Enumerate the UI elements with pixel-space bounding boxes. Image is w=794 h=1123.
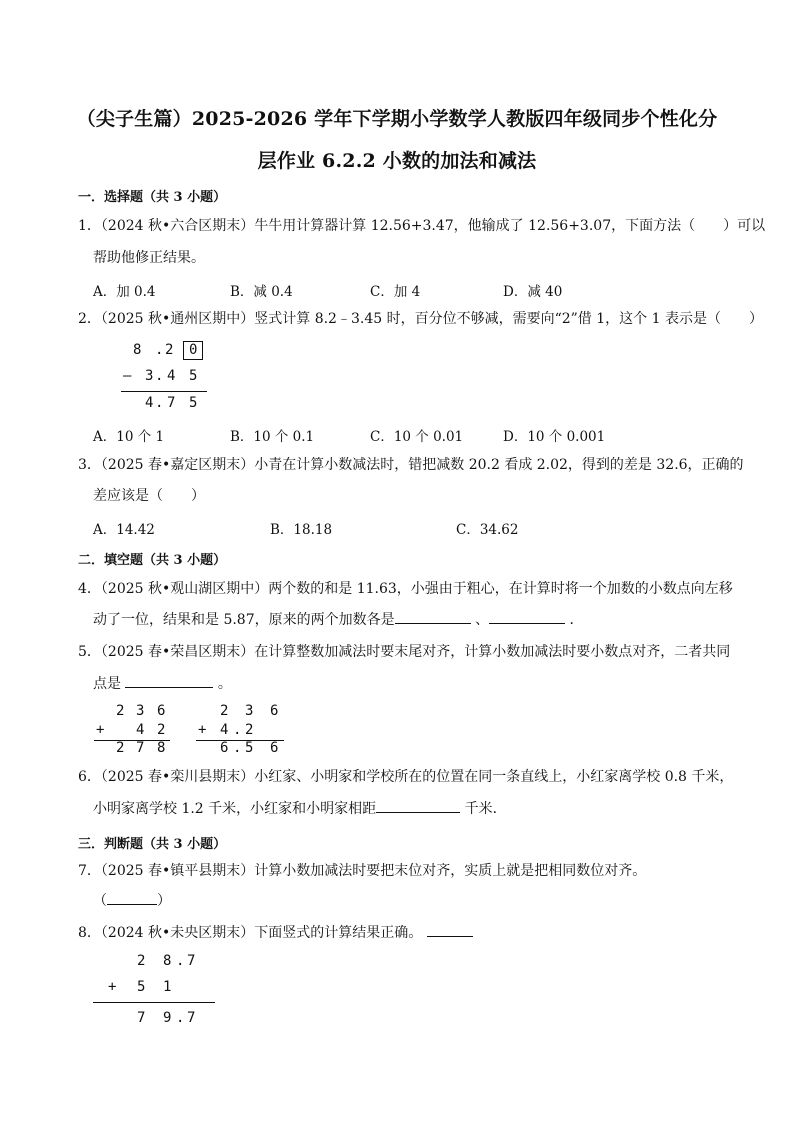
question-4-text-cont bbox=[93, 612, 584, 628]
q5b-row3-point: . bbox=[233, 740, 242, 756]
q8-plus-sign: + bbox=[108, 979, 117, 995]
q5b-row2-digit: 2 bbox=[245, 722, 254, 738]
q5a-row3-digit: 2 bbox=[116, 740, 125, 756]
q5-answer-blank[interactable] bbox=[125, 676, 213, 688]
q1-option-d[interactable]: D．减 40 bbox=[503, 284, 563, 300]
q8-row1-point: . bbox=[176, 953, 185, 969]
q5b-row3-digit: 6 bbox=[270, 740, 279, 756]
q5a-row3-digit: 8 bbox=[157, 740, 166, 756]
q5b-row1-digit: 6 bbox=[270, 703, 279, 719]
q2-row1-digit-boxed: 0 bbox=[189, 342, 198, 358]
q5a-row3-digit: 7 bbox=[136, 740, 145, 756]
question-3-text-cont: 差应该是（ ） bbox=[93, 488, 205, 504]
q5a-row1-digit: 6 bbox=[157, 703, 166, 719]
q2-row1-point: . bbox=[155, 342, 164, 358]
question-8-text bbox=[78, 925, 473, 941]
q3-option-a[interactable]: A．14.42 bbox=[93, 522, 155, 538]
q5b-row3-digit: 6 bbox=[220, 740, 229, 756]
q2-option-b[interactable]: B．10 个 0.1 bbox=[230, 429, 315, 445]
question-2-text: 2．（2025 秋•通州区期中）竖式计算 8.2﹣3.45 时，百分位不够减，需要向“2”借 1，这个 1 表示是（ ） bbox=[78, 311, 763, 327]
q2-row1-digit: 8 bbox=[133, 342, 142, 358]
question-7-answer-row bbox=[93, 893, 171, 909]
q5b-row2-digit: 4 bbox=[220, 722, 229, 738]
q8-row2-digit: 5 bbox=[137, 979, 146, 995]
q3-option-b[interactable]: B．18.18 bbox=[270, 522, 333, 538]
q6-answer-blank[interactable] bbox=[376, 801, 460, 813]
q5a-plus-sign: + bbox=[96, 722, 105, 738]
question-5-text: 5．（2025 春•荣昌区期末）在计算整数加减法时要末尾对齐，计算小数加减法时要小数点对齐，二者共同 bbox=[78, 644, 731, 660]
q8-row3-digit: 7 bbox=[187, 1010, 196, 1026]
q2-option-a[interactable]: A．10 个 1 bbox=[93, 429, 165, 445]
q1-option-c[interactable]: C．加 4 bbox=[370, 284, 421, 300]
q2-row3-point: . bbox=[155, 395, 164, 411]
q5b-row1-digit: 3 bbox=[245, 703, 254, 719]
q2-row2-digit: 5 bbox=[189, 368, 198, 384]
q4-separator: 、 bbox=[475, 612, 490, 628]
q8-row1-digit: 2 bbox=[137, 953, 146, 969]
q7-open-paren: （ bbox=[93, 893, 107, 909]
q7-answer-blank[interactable] bbox=[107, 893, 157, 905]
question-1-text-cont: 帮助他修正结果。 bbox=[93, 250, 205, 266]
q6-text-before-blank: 小明家离学校 1.2 千米，小红家和小明家相距 bbox=[93, 801, 377, 817]
q4-text-before-blanks: 动了一位，结果和是 5.87，原来的两个加数各是 bbox=[93, 612, 395, 628]
q3-option-c[interactable]: C．34.62 bbox=[456, 522, 519, 538]
q2-option-d[interactable]: D．10 个 0.001 bbox=[503, 429, 606, 445]
q8-row3-point: . bbox=[176, 1010, 185, 1026]
q6-end-text: 千米． bbox=[464, 801, 507, 817]
q8-result-line bbox=[93, 1002, 215, 1003]
q8-row1-digit: 8 bbox=[163, 953, 172, 969]
q5b-row1-digit: 2 bbox=[220, 703, 229, 719]
q2-row2-digit: 4 bbox=[167, 368, 176, 384]
q1-option-a[interactable]: A．加 0.4 bbox=[93, 284, 156, 300]
q5a-row2-digit: 4 bbox=[136, 722, 145, 738]
q2-row1-digit: 2 bbox=[165, 342, 174, 358]
page-title-line-1: （尖子生篇）2025-2026 学年下学期小学数学人教版四年级同步个性化分 bbox=[76, 108, 718, 130]
page-title-line-2: 层作业 6.2.2 小数的加法和减法 bbox=[257, 150, 537, 172]
q1-option-b[interactable]: B．减 0.4 bbox=[230, 284, 293, 300]
question-6-text-cont bbox=[93, 801, 507, 817]
q5b-row2-point: . bbox=[233, 722, 242, 738]
q4-answer-blank-1[interactable] bbox=[395, 612, 471, 624]
q2-row3-digit: 5 bbox=[189, 395, 198, 411]
q8-row3-digit: 7 bbox=[137, 1010, 146, 1026]
question-5-text-cont bbox=[93, 676, 232, 692]
question-1-text: 1．（2024 秋•六合区期末）牛牛用计算器计算 12.56+3.47，他输成了 12.56+3.07，下面方法（ ）可以 bbox=[78, 218, 766, 234]
q2-row2-point: . bbox=[155, 368, 164, 384]
question-7-text: 7．（2025 春•镇平县期末）计算小数加减法时要把末位对齐，实质上就是把相同数位对齐。 bbox=[78, 863, 647, 879]
q5-text-before-blank: 点是 bbox=[93, 676, 121, 692]
q2-minus-sign: — bbox=[123, 368, 132, 384]
question-6-text: 6．（2025 春•栾川县期末）小红家、小明家和学校所在的位置在同一条直线上，小红家离学校 0.8 千米， bbox=[78, 769, 734, 785]
q2-option-c[interactable]: C．10 个 0.01 bbox=[370, 429, 464, 445]
q5a-row1-digit: 2 bbox=[116, 703, 125, 719]
q8-row3-digit: 9 bbox=[163, 1010, 172, 1026]
q8-row1-digit: 7 bbox=[187, 953, 196, 969]
q2-result-line bbox=[121, 391, 207, 392]
q5a-row1-digit: 3 bbox=[136, 703, 145, 719]
q4-answer-blank-2[interactable] bbox=[489, 612, 565, 624]
q2-row2-digit: 3 bbox=[145, 368, 154, 384]
q8-text: 8．（2024 秋•未央区期末）下面竖式的计算结果正确。 bbox=[78, 925, 423, 941]
section-heading-fill: 二．填空题（共 3 小题） bbox=[78, 553, 227, 568]
q2-row3-digit: 7 bbox=[167, 395, 176, 411]
q5b-row3-digit: 5 bbox=[245, 740, 254, 756]
question-3-text: 3．（2025 春•嘉定区期末）小青在计算小数减法时，错把减数 20.2 看成 2.02，得到的差是 32.6，正确的 bbox=[78, 457, 744, 473]
section-heading-choice: 一．选择题（共 3 小题） bbox=[78, 190, 227, 205]
q5b-plus-sign: + bbox=[198, 722, 207, 738]
q7-close-paren: ） bbox=[157, 893, 171, 909]
q8-row2-digit: 1 bbox=[163, 979, 172, 995]
q8-answer-blank[interactable] bbox=[427, 925, 473, 937]
q4-end-mark: ． bbox=[569, 612, 584, 628]
q2-row3-digit: 4 bbox=[145, 395, 154, 411]
q5a-row2-digit: 2 bbox=[157, 722, 166, 738]
section-heading-judge: 三．判断题（共 3 小题） bbox=[78, 837, 227, 852]
q5-end-mark: 。 bbox=[217, 676, 232, 692]
question-4-text: 4．（2025 秋•观山湖区期中）两个数的和是 11.63，小强由于粗心，在计算时将一个加数的小数点向左移 bbox=[78, 581, 733, 597]
